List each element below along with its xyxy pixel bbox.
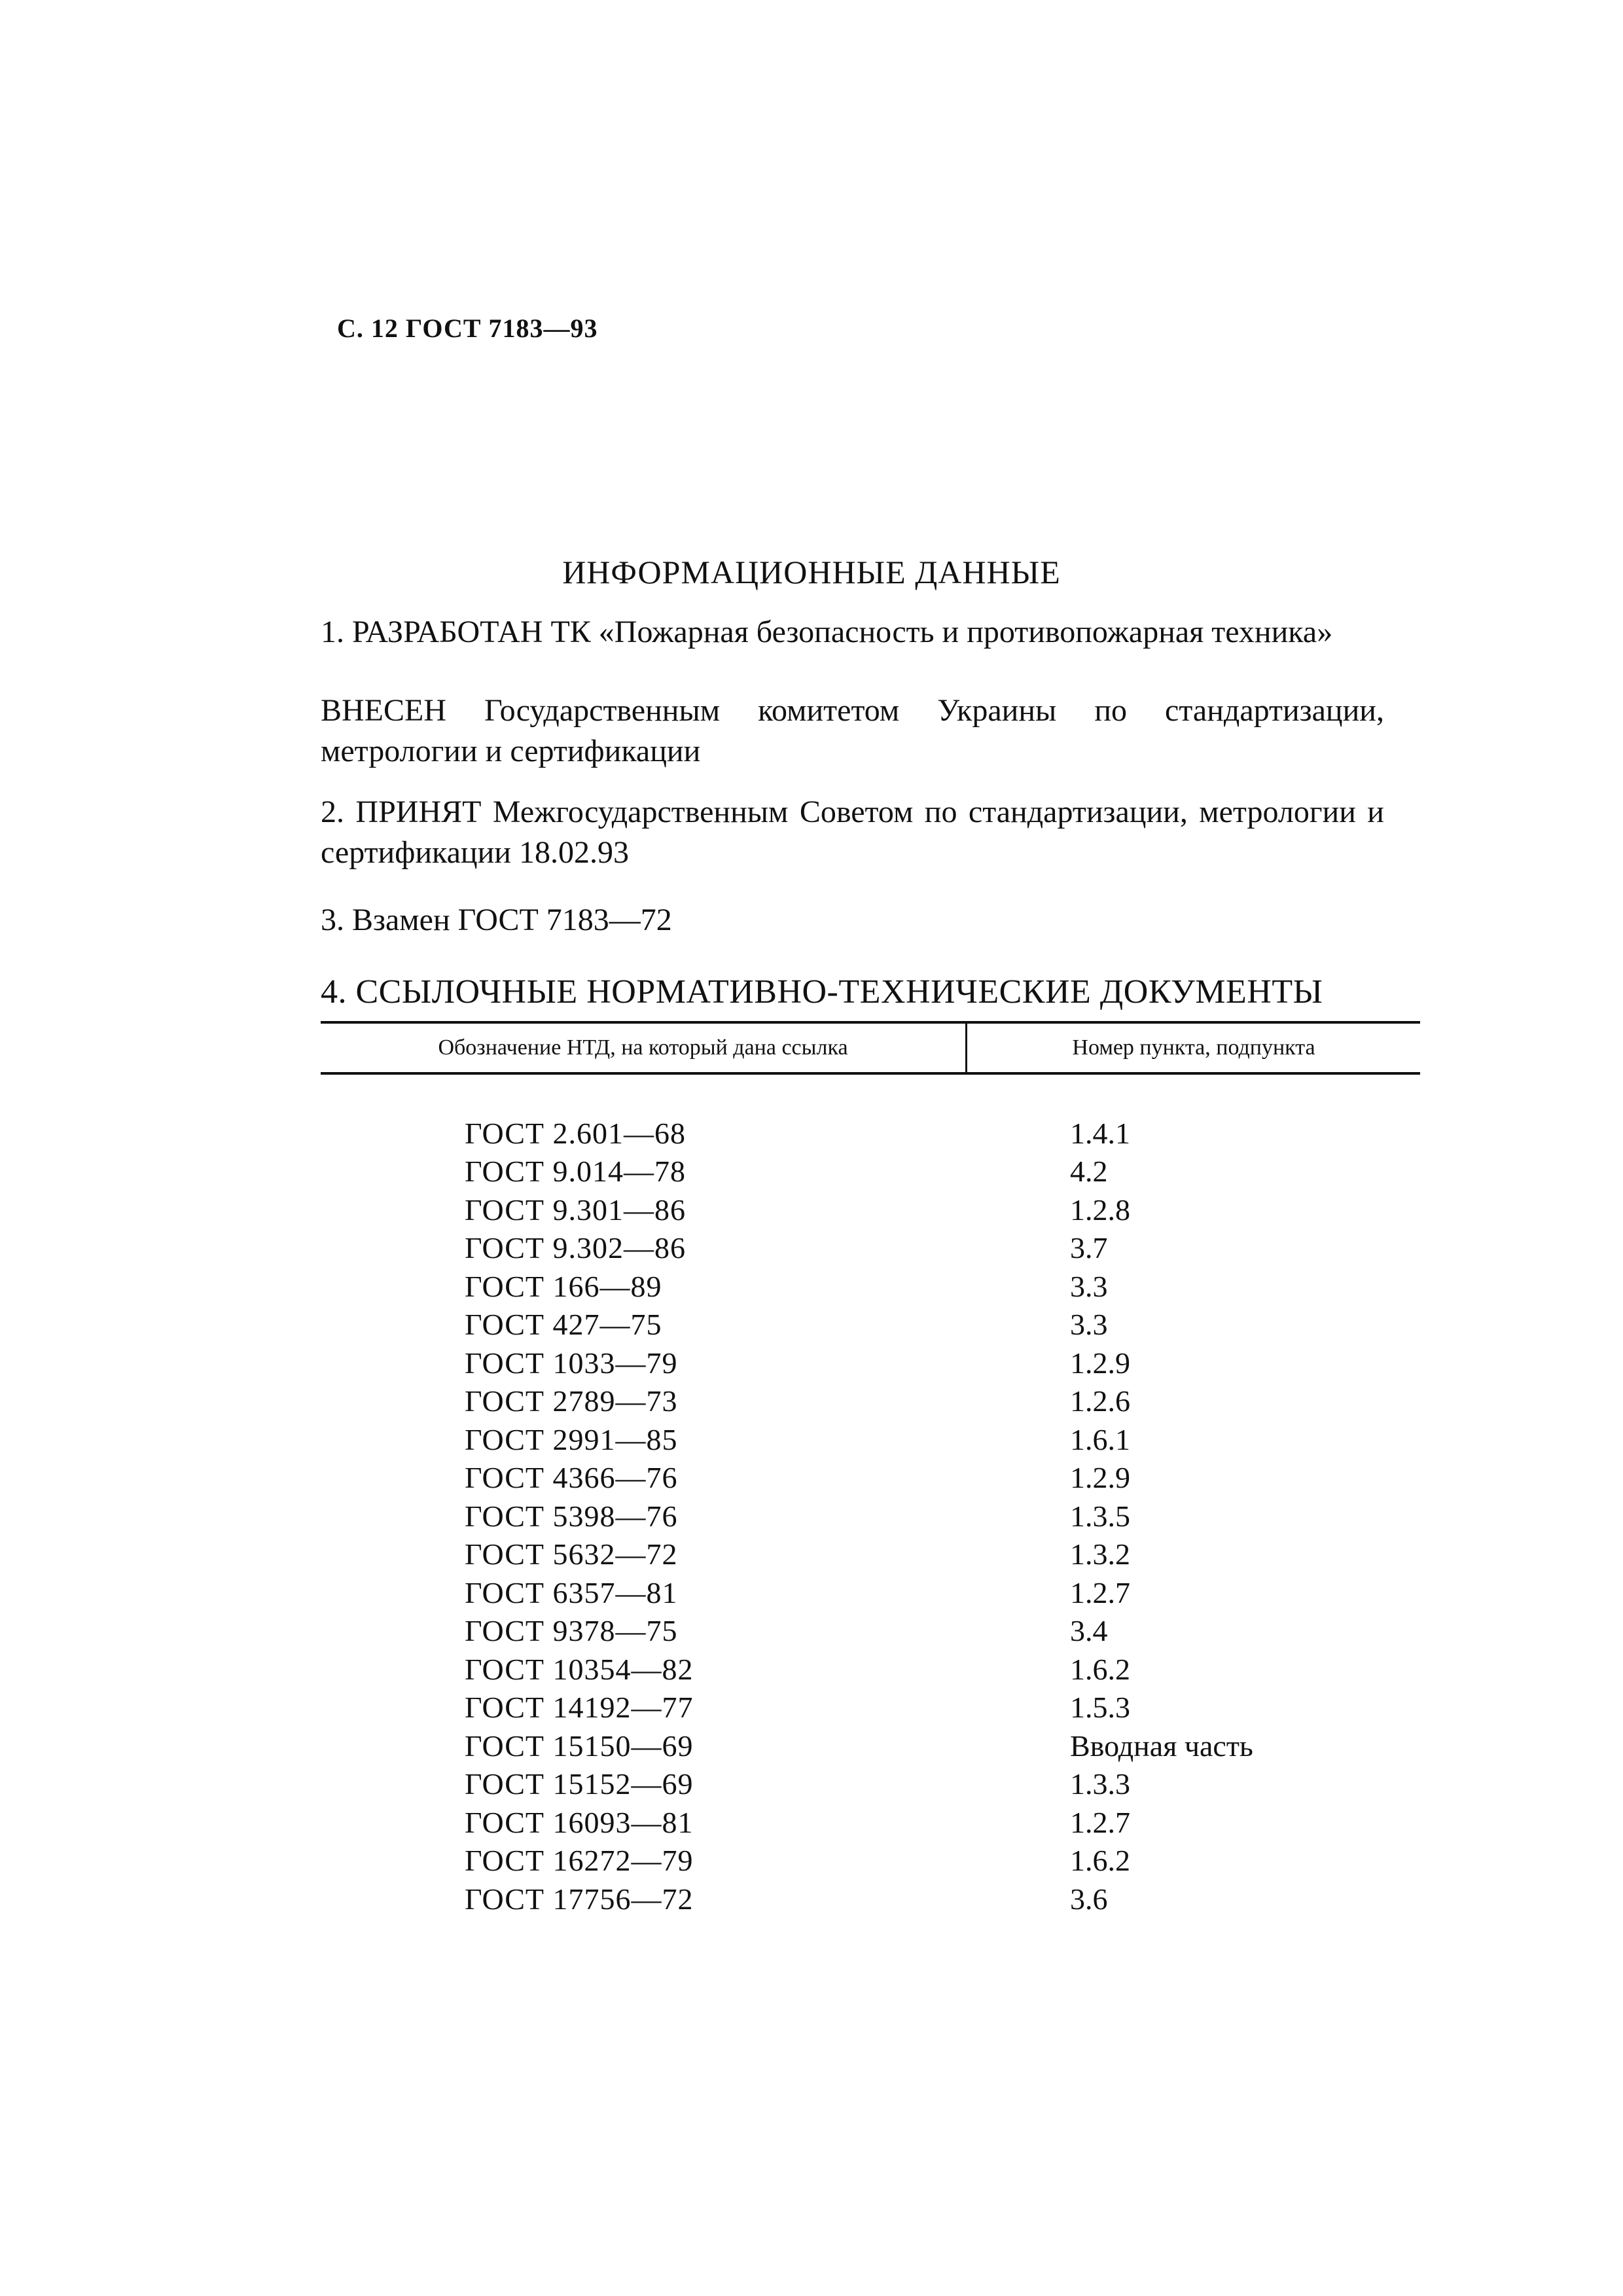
clause-number-cell: 1.2.7 bbox=[1070, 1805, 1130, 1839]
clause-number-cell: 1.5.3 bbox=[1070, 1691, 1130, 1725]
references-table bbox=[321, 1021, 1420, 1916]
document-designation-cell: ГОСТ 6357—81 bbox=[465, 1575, 678, 1609]
document-designation-cell: ГОСТ 5632—72 bbox=[465, 1537, 678, 1571]
table-row bbox=[321, 1344, 1420, 1382]
table-row bbox=[321, 1765, 1420, 1804]
clause-number-cell: 1.4.1 bbox=[1070, 1116, 1130, 1150]
clause-number-cell: 3.7 bbox=[1070, 1231, 1108, 1265]
table-row bbox=[321, 1497, 1420, 1535]
document-designation-cell: ГОСТ 9.014—78 bbox=[465, 1155, 687, 1189]
clause-number-cell: Вводная часть bbox=[1070, 1729, 1253, 1763]
document-designation-cell: ГОСТ 14192—77 bbox=[465, 1691, 694, 1725]
table-row bbox=[321, 1612, 1420, 1651]
document-designation-cell: ГОСТ 16272—79 bbox=[465, 1844, 694, 1878]
clause-number-cell: 3.4 bbox=[1070, 1614, 1108, 1648]
clause-number-cell: 1.2.7 bbox=[1070, 1575, 1130, 1609]
document-designation-cell: ГОСТ 4366—76 bbox=[465, 1461, 678, 1495]
table-row bbox=[321, 1842, 1420, 1880]
paragraph-developed-by: 1. РАЗРАБОТАН ТК «Пожарная безопасность и противопожарная техника» bbox=[321, 615, 1333, 649]
document-designation-cell: ГОСТ 9.301—86 bbox=[465, 1193, 687, 1227]
table-row bbox=[321, 1535, 1420, 1574]
table-row bbox=[321, 1689, 1420, 1727]
clause-number-cell: 1.2.9 bbox=[1070, 1461, 1130, 1495]
page-header: С. 12 ГОСТ 7183—93 bbox=[337, 314, 598, 343]
document-designation-cell: ГОСТ 9378—75 bbox=[465, 1614, 678, 1648]
clause-number-cell: 1.3.3 bbox=[1070, 1767, 1130, 1801]
clause-number-cell: 4.2 bbox=[1070, 1155, 1108, 1189]
clause-number-cell: 1.2.9 bbox=[1070, 1346, 1130, 1380]
document-designation-cell: ГОСТ 9.302—86 bbox=[465, 1231, 687, 1265]
table-header bbox=[321, 1021, 1420, 1075]
document-designation-cell: ГОСТ 15152—69 bbox=[465, 1767, 694, 1801]
table-row bbox=[321, 1420, 1420, 1459]
paragraph-introduced-by: ВНЕСЕН Государственным комитетом Украины по стандартизации, метрологии и сертификации bbox=[321, 693, 1384, 768]
clause-number-cell: 1.3.2 bbox=[1070, 1537, 1130, 1571]
column-header-document: Обозначение НТД, на который дана ссылка bbox=[321, 1024, 967, 1072]
document-designation-cell: ГОСТ 2789—73 bbox=[465, 1384, 678, 1418]
table-row bbox=[321, 1382, 1420, 1421]
document-designation-cell: ГОСТ 17756—72 bbox=[465, 1882, 694, 1916]
clause-number-cell: 1.6.2 bbox=[1070, 1652, 1130, 1686]
table-row bbox=[321, 1267, 1420, 1306]
table-row bbox=[321, 1459, 1420, 1498]
document-designation-cell: ГОСТ 10354—82 bbox=[465, 1652, 694, 1686]
table-row bbox=[321, 1114, 1420, 1153]
table-row bbox=[321, 1153, 1420, 1191]
table-row bbox=[321, 1803, 1420, 1842]
clause-number-cell: 1.6.2 bbox=[1070, 1844, 1130, 1878]
clause-number-cell: 1.3.5 bbox=[1070, 1499, 1130, 1533]
clause-number-cell: 3.3 bbox=[1070, 1269, 1108, 1303]
table-row bbox=[321, 1880, 1420, 1918]
clause-number-cell: 1.2.8 bbox=[1070, 1193, 1130, 1227]
paragraph-replaces: 3. Взамен ГОСТ 7183—72 bbox=[321, 903, 672, 937]
document-designation-cell: ГОСТ 16093—81 bbox=[465, 1805, 694, 1839]
table-row bbox=[321, 1191, 1420, 1229]
column-header-clause: Номер пункта, подпункта bbox=[1072, 1035, 1315, 1060]
document-designation-cell: ГОСТ 166—89 bbox=[465, 1269, 662, 1303]
clause-number-cell: 3.6 bbox=[1070, 1882, 1108, 1916]
document-designation-cell: ГОСТ 5398—76 bbox=[465, 1499, 678, 1533]
table-row bbox=[321, 1306, 1420, 1344]
clause-number-cell: 1.6.1 bbox=[1070, 1422, 1130, 1456]
document-designation-cell: ГОСТ 15150—69 bbox=[465, 1729, 694, 1763]
document-designation-cell: ГОСТ 1033—79 bbox=[465, 1346, 678, 1380]
document-designation-cell: ГОСТ 2.601—68 bbox=[465, 1116, 687, 1150]
paragraph-adopted: 2. ПРИНЯТ Межгосударственным Советом по стандартизации, метрологии и сертификации 18.02.93 bbox=[321, 795, 1384, 870]
clause-number-cell: 3.3 bbox=[1070, 1308, 1108, 1342]
document-designation-cell: ГОСТ 2991—85 bbox=[465, 1422, 678, 1456]
document-designation-cell: ГОСТ 427—75 bbox=[465, 1308, 662, 1342]
clause-number-cell: 1.2.6 bbox=[1070, 1384, 1130, 1418]
table-row bbox=[321, 1229, 1420, 1268]
table-row bbox=[321, 1650, 1420, 1689]
paragraph-references-heading: 4. ССЫЛОЧНЫЕ НОРМАТИВНО-ТЕХНИЧЕСКИЕ ДОКУМЕНТЫ bbox=[321, 973, 1323, 1011]
table-body bbox=[321, 1114, 1420, 1918]
table-row bbox=[321, 1573, 1420, 1612]
section-title: ИНФОРМАЦИОННЫЕ ДАННЫЕ bbox=[562, 554, 1061, 590]
table-row bbox=[321, 1727, 1420, 1765]
